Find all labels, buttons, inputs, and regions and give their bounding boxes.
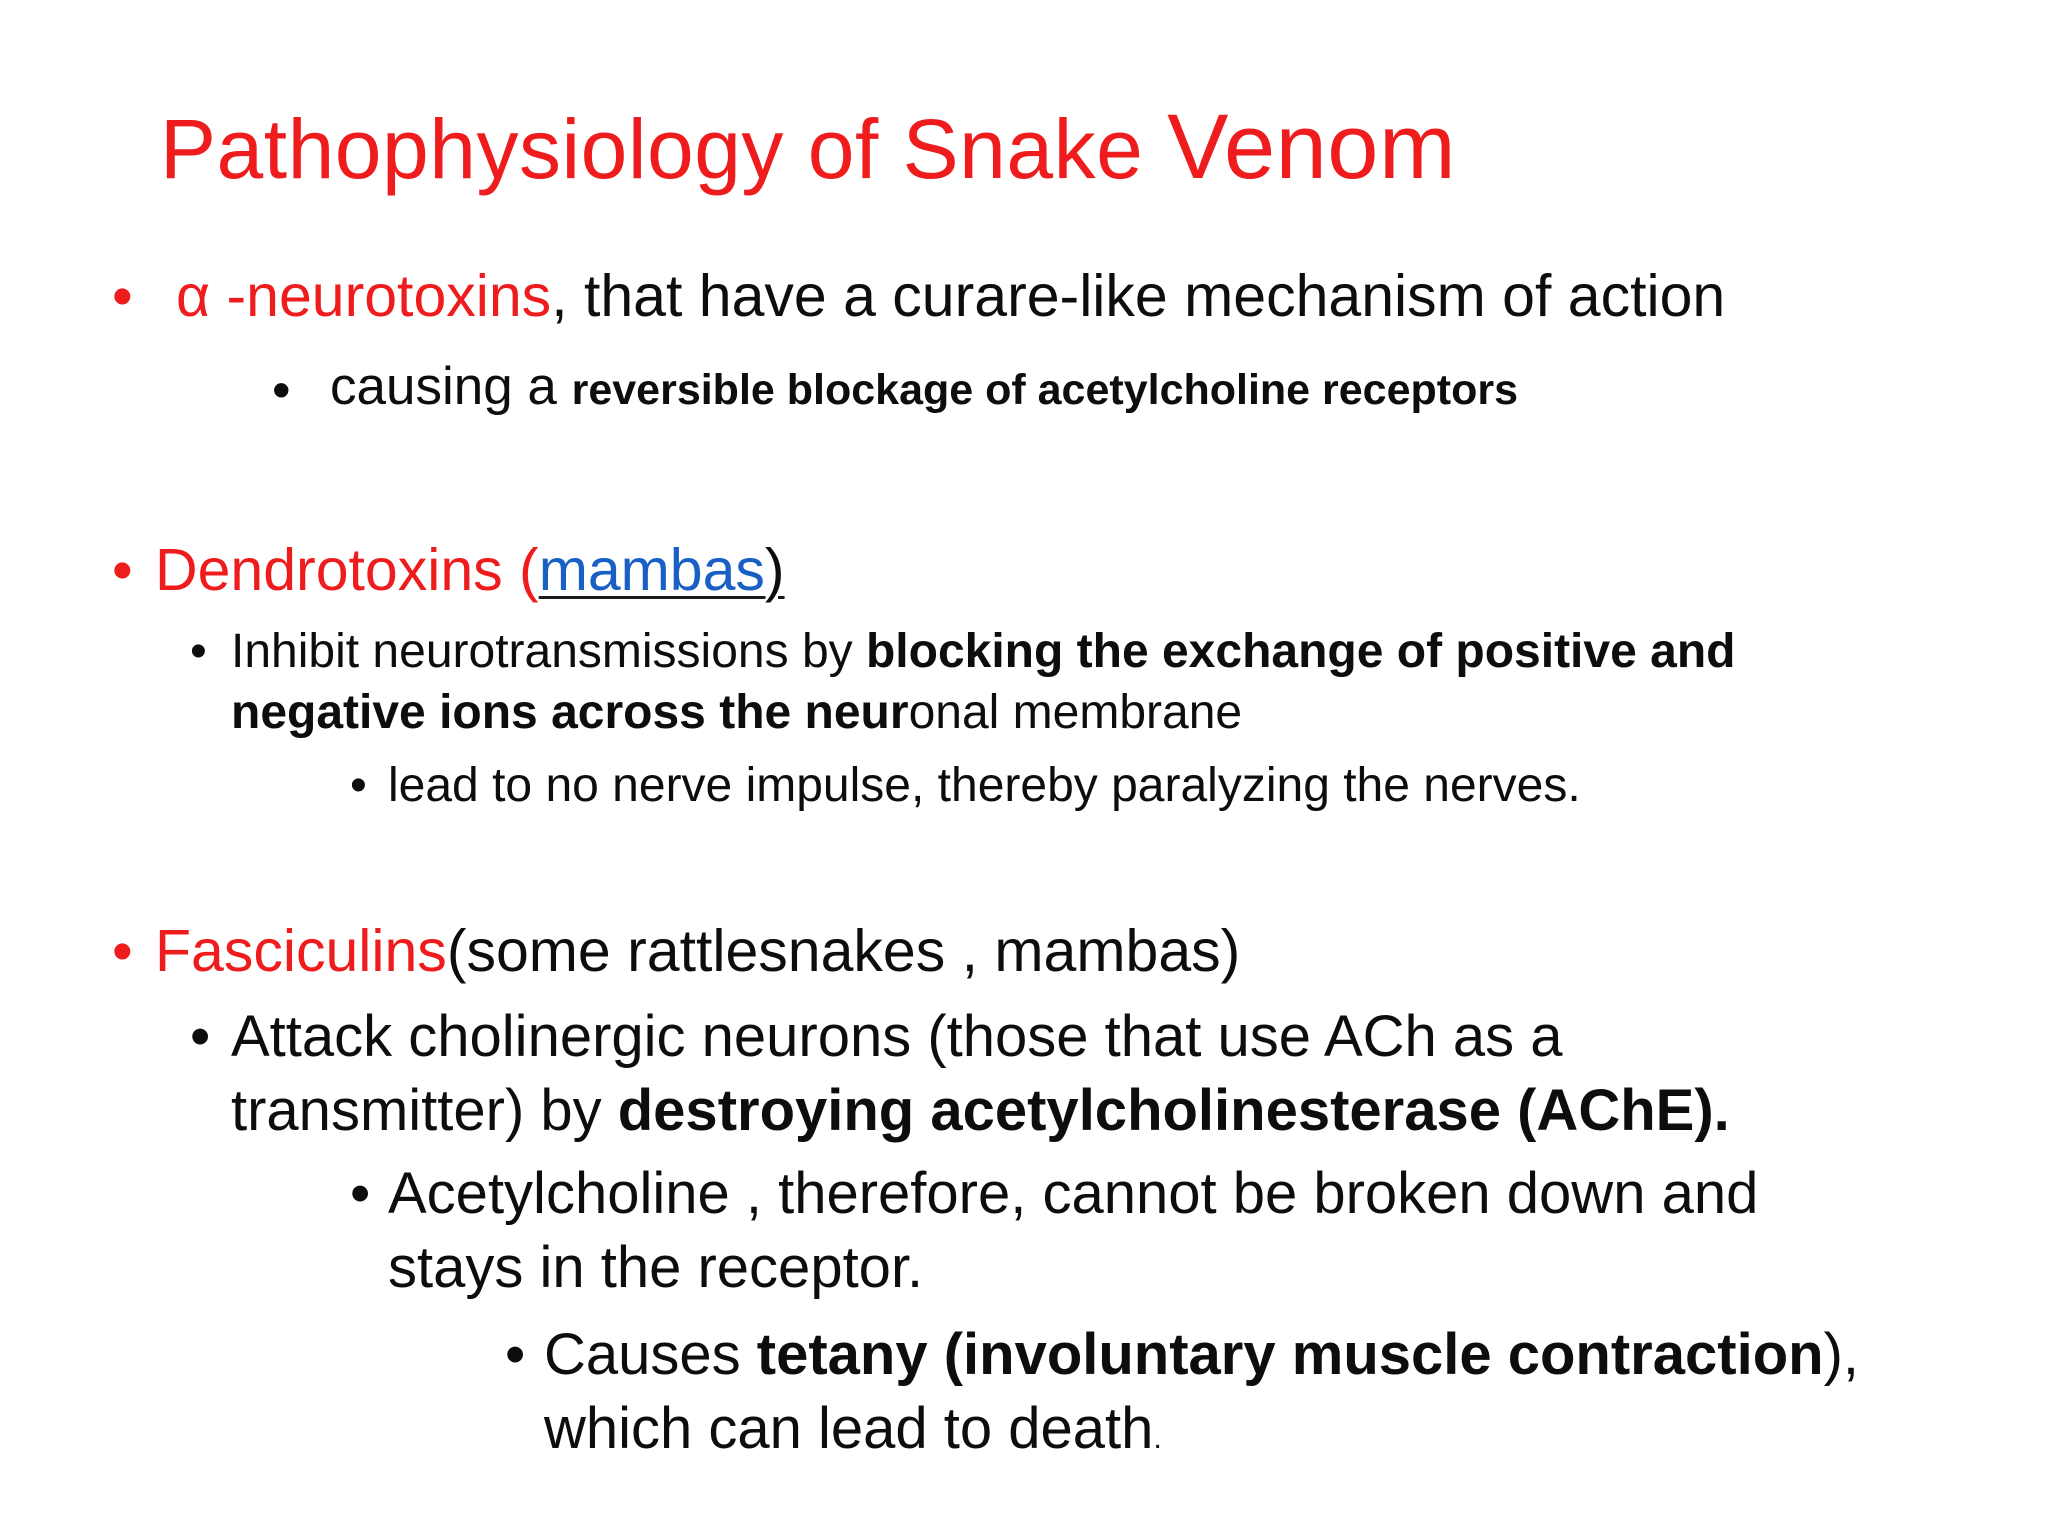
- title-part1: Pathophysiology of Snake: [160, 102, 1168, 196]
- fasciculins-sub2-bullet: •: [350, 1161, 371, 1226]
- dendrotoxins-name: Dendrotoxins (: [155, 537, 539, 603]
- neurotoxins-bullet: •: [112, 263, 133, 329]
- fasciculins-sub-bold: destroying acetylcholinesterase (AChE).: [617, 1078, 1730, 1143]
- dendrotoxins-bullet: •: [112, 537, 133, 603]
- fasciculins-sub3-close: ),: [1823, 1322, 1859, 1387]
- neurotoxins-line: [176, 262, 1725, 330]
- dendrotoxins-sub2-bullet: •: [350, 759, 367, 812]
- dendrotoxins-sub-bold1: blocking the exchange of positive and: [865, 625, 1736, 678]
- dendrotoxins-sub-lead: Inhibit neurotransmissions by: [231, 625, 866, 678]
- dendrotoxins-close: ): [764, 537, 785, 603]
- fasciculins-sub-bullet: •: [190, 1004, 211, 1069]
- fasciculins-name: Fasciculins: [155, 918, 447, 984]
- fasciculins-bullet: •: [112, 918, 133, 984]
- fasciculins-sub3-period: .: [1153, 1422, 1162, 1455]
- fasciculins-sub3-bold: tetany (involuntary muscle contraction: [756, 1322, 1824, 1387]
- dendrotoxins-sub-bold2: negative ions across the neur: [231, 686, 909, 739]
- fasciculins-line: [155, 917, 1240, 985]
- fasciculins-sub3-bullet: •: [505, 1322, 526, 1387]
- fasciculins-sub-line1: Attack cholinergic neurons (those that use ACh as a: [231, 1004, 1563, 1069]
- dendrotoxins-sub-tail: onal membrane: [908, 686, 1243, 739]
- fasciculins-sub2-line2: stays in the receptor.: [388, 1235, 924, 1300]
- dendrotoxins-line: [155, 536, 785, 604]
- fasciculins-sub-lead: transmitter) by: [231, 1078, 618, 1143]
- dendrotoxins-sub2-text: lead to no nerve impulse, thereby paralyzing the nerves.: [388, 759, 1581, 812]
- fasciculins-sub3-lead: Causes: [544, 1322, 757, 1387]
- neurotoxins-sub-bold: reversible blockage of acetylcholine receptors: [571, 366, 1519, 414]
- fasciculins-sub3-line2: [544, 1395, 1162, 1462]
- slide-title: [160, 95, 1456, 200]
- neurotoxins-name: α -neurotoxins: [176, 263, 552, 329]
- fasciculins-sub2-line1: Acetylcholine , therefore, cannot be broken down and: [388, 1161, 1759, 1226]
- neurotoxins-sub-line: [330, 356, 1518, 417]
- fasciculins-sub3-line1: [544, 1321, 1859, 1388]
- mambas-link[interactable]: mambas: [538, 537, 765, 603]
- fasciculins-desc: (some rattlesnakes , mambas): [446, 918, 1241, 984]
- neurotoxins-sub-lead: causing a: [330, 357, 572, 416]
- dendrotoxins-sub-bullet: •: [190, 625, 207, 678]
- dendrotoxins-sub-line2: [231, 685, 1242, 740]
- neurotoxins-desc: , that have a curare-like mechanism of action: [551, 263, 1726, 329]
- title-part2: Venom: [1167, 96, 1457, 198]
- fasciculins-sub-line2: [231, 1077, 1730, 1144]
- dendrotoxins-sub-line1: [231, 624, 1735, 679]
- fasciculins-sub3-text: which can lead to death: [544, 1396, 1154, 1461]
- neurotoxins-sub-bullet: •: [272, 361, 291, 420]
